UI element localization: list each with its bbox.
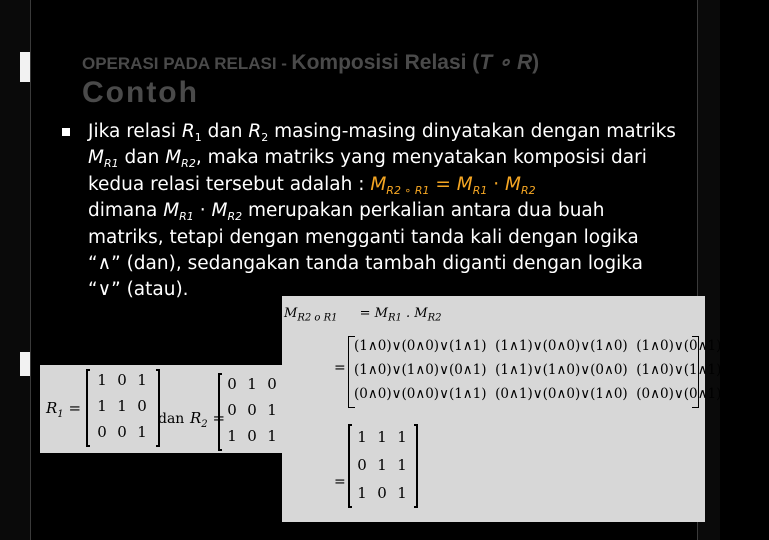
body-line-1: Jika relasi $R_1$ dan $R_2$ masing-masing dinyatakan dengan matriks — [88, 121, 676, 144]
left-marker-bottom — [20, 352, 30, 376]
composition-image — [282, 296, 769, 522]
body-paragraph — [88, 119, 713, 304]
title-part-3: T ∘ R — [479, 51, 533, 74]
title-part-4: ) — [532, 51, 540, 74]
body-line-3: kedua relasi tersebut adalah : $M_{R2 \circ R1} = M_{R1} \cdot M_{R2}$ — [88, 173, 536, 197]
equals-sign-1: = — [334, 360, 346, 376]
body-line-5: matriks, tetapi dengan mengganti tanda kali dengan logika — [88, 226, 639, 248]
body-line-4: dimana $M_{R1} \cdot M_{R2}$ merupakan perkalian antara dua buah — [88, 200, 605, 224]
r1-matrix: 1 0 1 1 1 0 0 0 1 — [86, 369, 160, 447]
matrices-r1-r2-image — [40, 365, 284, 453]
slide-subtitle: Contoh — [82, 76, 199, 109]
slide-title — [82, 50, 539, 75]
right-bracket — [692, 336, 699, 408]
equals-sign-2: = — [334, 474, 346, 490]
left-decor-line — [30, 0, 31, 540]
dan-label: dan — [158, 411, 185, 427]
r2-matrix: 0 1 0 0 0 1 1 0 1 — [218, 373, 288, 451]
body-line-6: “∧” (dan), sedangakan tanda tambah diganti dengan logika — [88, 253, 643, 275]
body-line-7: “∨” (atau). — [88, 279, 189, 301]
composition-header: $M_{R2 o R1} = M_{R1}$ . $M_{R2}$ — [284, 306, 442, 324]
bullet-square-icon — [62, 128, 70, 136]
left-marker-top — [20, 52, 30, 82]
expr-row-2: (1∧0)∨(1∧0)∨(0∧1) (1∧1)∨(1∧0)∨(0∧0) (1∧0)∨(1∧1)∨(0∧1) — [354, 362, 769, 378]
title-part-2: Komposisi Relasi ( — [291, 51, 480, 74]
r1-label: $R_1$ = — [46, 399, 82, 420]
body-line-2: $M_{R1}$ dan $M_{R2}$, maka matriks yang menyatakan komposisi dari — [88, 147, 647, 171]
expr-row-3: (0∧0)∨(0∧0)∨(1∧1) (0∧1)∨(0∧0)∨(1∧0) (0∧0)∨(0∧1)∨(1∧1) — [354, 386, 769, 402]
r2-label: $R_2$ = — [190, 409, 226, 430]
expr-row-1: (1∧0)∨(0∧0)∨(1∧1) (1∧1)∨(0∧0)∨(1∧0) (1∧0)∨(0∧1)∨(1∧1) — [354, 338, 769, 354]
title-part-1: OPERASI PADA RELASI - — [82, 54, 287, 73]
composition-formula: $M_{R2 \circ R1} = M_{R1} \cdot M_{R2}$ — [370, 173, 536, 197]
result-matrix: 1 1 1 0 1 1 1 0 1 — [348, 424, 418, 508]
